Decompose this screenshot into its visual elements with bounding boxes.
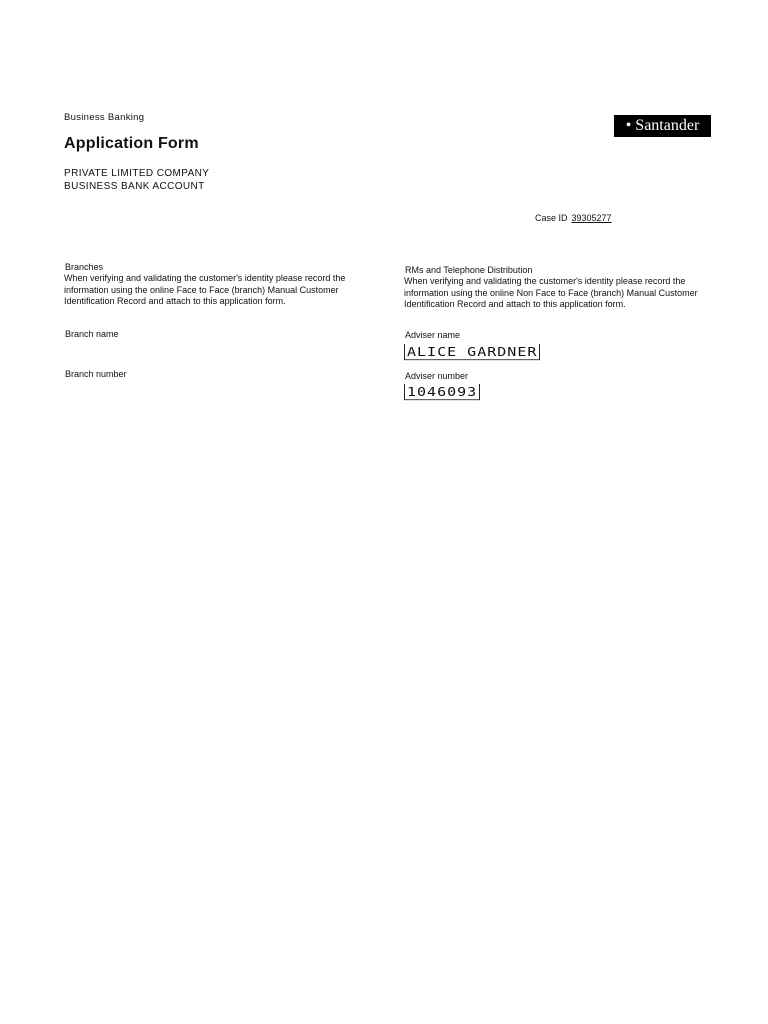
case-id-value: 39305277 [571, 213, 612, 223]
section-label: Business Banking [64, 112, 145, 123]
page-title: Application Form [64, 135, 199, 152]
branches-instruction-line: Identification Record and attach to this application form. [64, 296, 286, 306]
rms-instruction-line: information using the online Non Face to Face (branch) Manual Customer [404, 287, 698, 298]
branch-name-label: Branch name [65, 329, 119, 339]
form-subtitle-line2: BUSINESS BANK ACCOUNT [64, 181, 205, 192]
branches-instructions [64, 273, 364, 308]
case-id-label: Case ID [535, 213, 568, 223]
adviser-name-field: ALICE GARDNER [404, 344, 540, 360]
adviser-number-label: Adviser number [405, 371, 469, 381]
rms-instruction-line: Identification Record and attach to this application form. [404, 299, 626, 309]
rms-instruction-line: When verifying and validating the customer's identity please record the [404, 276, 686, 286]
rms-heading: RMs and Telephone Distribution [405, 265, 533, 275]
adviser-name-label: Adviser name [405, 330, 461, 340]
rms-instructions [404, 276, 704, 311]
branches-instruction-line: When verifying and validating the customer's identity please record the [64, 273, 346, 283]
branches-heading: Branches [65, 262, 104, 272]
santander-logo: • Santander [614, 115, 711, 137]
branches-instruction-line: information using the online Face to Face (branch) Manual Customer [64, 284, 339, 295]
case-id [535, 213, 612, 223]
adviser-number-field: 1046093 [404, 384, 480, 400]
form-subtitle-line1: PRIVATE LIMITED COMPANY [64, 168, 210, 179]
branch-number-label: Branch number [65, 369, 127, 379]
